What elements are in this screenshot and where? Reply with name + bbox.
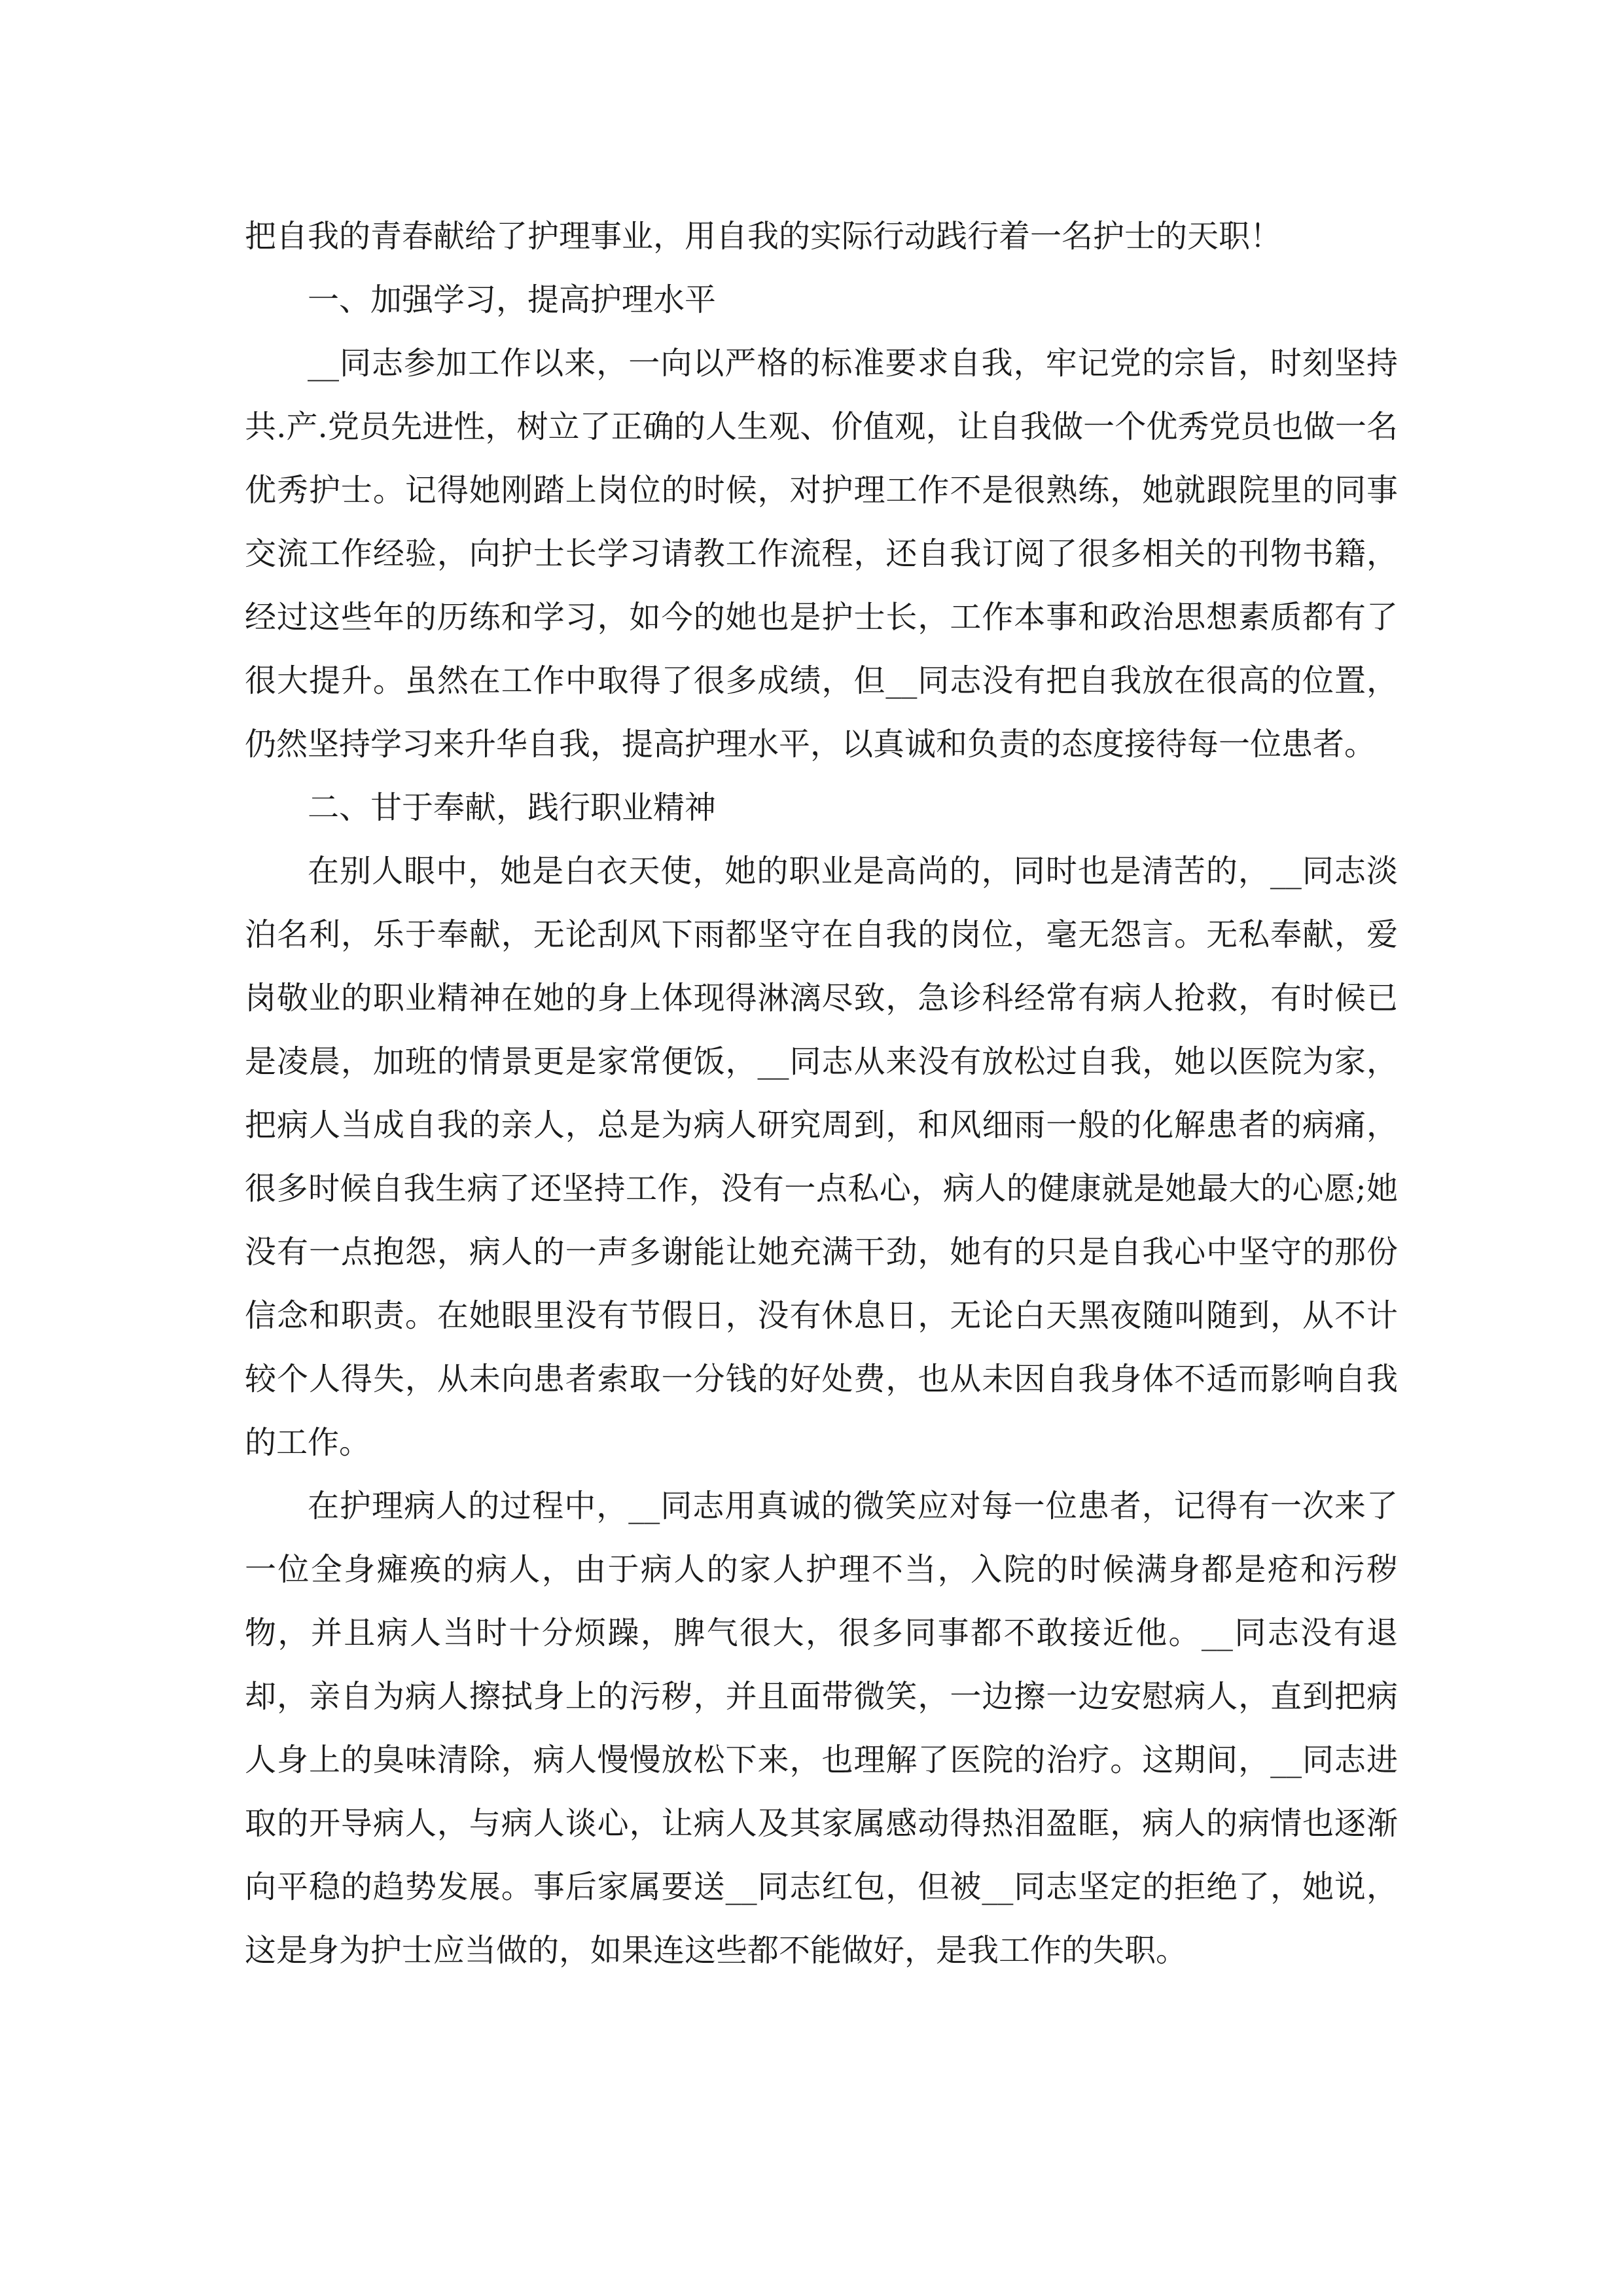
paragraph-patient-care: 在护理病人的过程中，__同志用真诚的微笑应对每一位患者，记得有一次来了一位全身瘫痪的病人，由于病人的家人护理不当，入院的时候满身都是疮和污秽物，并且病人当时十分烦躁，脾气很大，很多同事都不敢接近他。__同志没有退却，亲自为病人擦拭身上的污秽，并且面带微笑，一边擦一边安慰病人，直到把病人身上的臭味清除，病人慢慢放松下来，也理解了医院的治疗。这期间，__同志进取的开导病人，与病人谈心，让病人及其家属感动得热泪盈眶，病人的病情也逐渐向平稳的趋势发展。事后家属要送__同志红包，但被__同志坚定的拒绝了，她说，这是身为护士应当做的，如果连这些都不能做好，是我工作的失职。 bbox=[245, 1488, 1398, 1969]
document-body bbox=[245, 205, 1398, 1982]
paragraph-intro-continued: 把自我的青春献给了护理事业，用自我的实际行动践行着一名护士的天职！ bbox=[245, 218, 1282, 255]
section-heading-1: 一、加强学习，提高护理水平 bbox=[308, 281, 717, 318]
paragraph-study: __同志参加工作以来，一向以严格的标准要求自我，牢记党的宗旨，时刻坚持共.产.党员先进性，树立了正确的人生观、价值观，让自我做一个优秀党员也做一名优秀护士。记得她刚踏上岗位的时候，对护理工作不是很熟练，她就跟院里的同事交流工作经验，向护士长学习请教工作流程，还自我订阅了很多相关的刊物书籍，经过这些年的历练和学习，如今的她也是护士长，工作本事和政治思想素质都有了很大提升。虽然在工作中取得了很多成绩，但__同志没有把自我放在很高的位置，仍然坚持学习来升华自我，提高护理水平，以真诚和负责的态度接待每一位患者。 bbox=[245, 345, 1398, 762]
section-heading-2: 二、甘于奉献，践行职业精神 bbox=[308, 789, 717, 826]
paragraph-dedication: 在别人眼中，她是白衣天使，她的职业是高尚的，同时也是清苦的，__同志淡泊名利，乐于奉献，无论刮风下雨都坚守在自我的岗位，毫无怨言。无私奉献，爱岗敬业的职业精神在她的身上体现得淋漓尽致，急诊科经常有病人抢救，有时候已是凌晨，加班的情景更是家常便饭，__同志从来没有放松过自我，她以医院为家，把病人当成自我的亲人，总是为病人研究周到，和风细雨一般的化解患者的病痛，很多时候自我生病了还坚持工作，没有一点私心，病人的健康就是她最大的心愿;她没有一点抱怨，病人的一声多谢能让她充满干劲，她有的只是自我心中坚守的那份信念和职责。在她眼里没有节假日，没有休息日，无论白天黑夜随叫随到，从不计较个人得失，从未向患者索取一分钱的好处费，也从未因自我身体不适而影响自我的工作。 bbox=[245, 853, 1398, 1461]
